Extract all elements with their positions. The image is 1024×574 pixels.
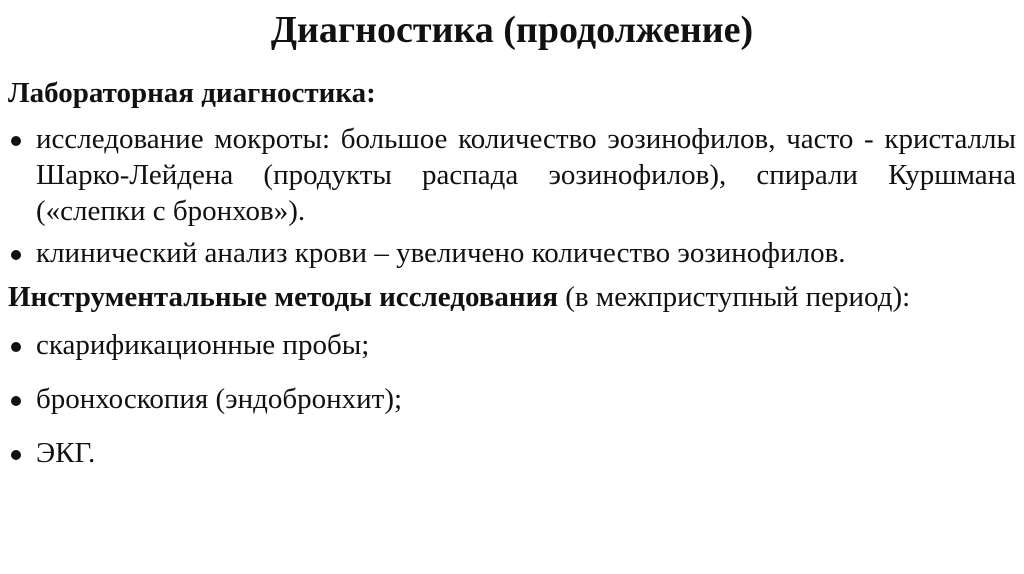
slide-title: Диагностика (продолжение) bbox=[270, 9, 754, 51]
instrumental-methods-heading-text: Инструментальные методы исследования bbox=[8, 281, 559, 313]
list-item bbox=[8, 327, 1016, 363]
list-item bbox=[8, 235, 1016, 271]
instrumental-methods-list bbox=[8, 327, 1016, 471]
list-item-text: скарификационные пробы; bbox=[36, 329, 370, 361]
list-item-text: бронхоскопия (эндобронхит); bbox=[36, 383, 403, 415]
list-item bbox=[8, 121, 1016, 229]
bullet-icon bbox=[8, 435, 28, 471]
bullet-icon bbox=[8, 381, 28, 417]
bullet-icon bbox=[8, 121, 28, 157]
bullet-icon bbox=[8, 235, 28, 271]
bullet-icon bbox=[8, 327, 28, 363]
instrumental-methods-note: (в межприступный период): bbox=[558, 281, 911, 313]
list-item-text: исследование мокроты: большое количество эозинофилов, часто - кристаллы Шарко-Лейдена (продукты распада эозинофилов), спирали Куршмана («слепки с бронхов»). bbox=[36, 123, 1016, 227]
instrumental-methods-heading bbox=[8, 279, 1016, 315]
lab-diagnostics-heading: Лабораторная диагностика: bbox=[8, 77, 376, 109]
list-item-text: клинический анализ крови – увеличено количество эозинофилов. bbox=[36, 237, 846, 269]
slide-content bbox=[8, 75, 1016, 471]
list-item-text: ЭКГ. bbox=[36, 437, 96, 469]
list-item bbox=[8, 381, 1016, 417]
list-item bbox=[8, 435, 1016, 471]
lab-diagnostics-list bbox=[8, 121, 1016, 271]
